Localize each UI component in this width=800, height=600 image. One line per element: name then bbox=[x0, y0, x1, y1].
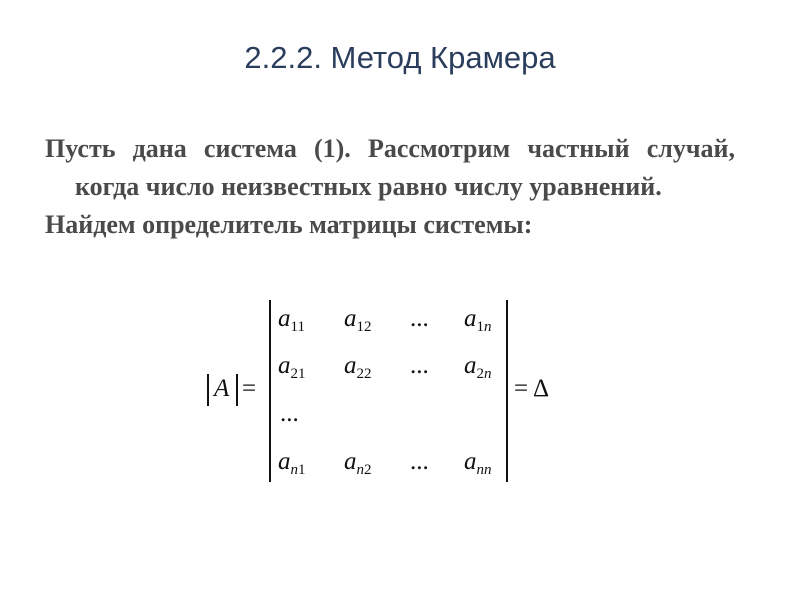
rhs-equals-delta: = Δ bbox=[514, 375, 550, 402]
matrix-cell-dots-r4: ... bbox=[410, 448, 429, 475]
matrix-cell-a1n: $a_{1n}$ bbox=[464, 305, 492, 335]
matrix-cell-a2n: $a_{2n}$ bbox=[464, 352, 492, 382]
slide-title: 2.2.2. Метод Крамера bbox=[244, 40, 556, 75]
paragraph-determinant-intro: Найдем определитель матрицы системы: bbox=[45, 210, 533, 239]
lhs-right-bar bbox=[236, 374, 238, 406]
matrix-cell-an2: $a_{n2}$ bbox=[344, 448, 372, 478]
matrix-cell-dots-r2: ... bbox=[410, 352, 429, 379]
lhs-equals: = bbox=[242, 375, 257, 402]
lhs-symbol: A bbox=[214, 375, 230, 402]
matrix-cell-a22: $a_{22}$ bbox=[344, 352, 372, 382]
matrix-cell-an1: $a_{n1}$ bbox=[278, 448, 306, 478]
determinant-left-bar bbox=[269, 300, 271, 482]
matrix-cell-a12: $a_{12}$ bbox=[344, 305, 372, 335]
matrix-cell-dots-r1: ... bbox=[410, 305, 429, 332]
matrix-cell-a11: $a_{11}$ bbox=[278, 305, 305, 335]
paragraph-system-description: Пусть дана система (1). Рассмотрим частный случай, когда число неизвестных равно числу уравнений. bbox=[45, 134, 735, 201]
lhs-left-bar bbox=[207, 374, 209, 406]
matrix-cell-ann: $a_{nn}$ bbox=[464, 448, 492, 478]
determinant-right-bar bbox=[506, 300, 508, 482]
matrix-cell-a21: $a_{21}$ bbox=[278, 352, 306, 382]
matrix-cell-dots-r3: ... bbox=[280, 400, 299, 427]
